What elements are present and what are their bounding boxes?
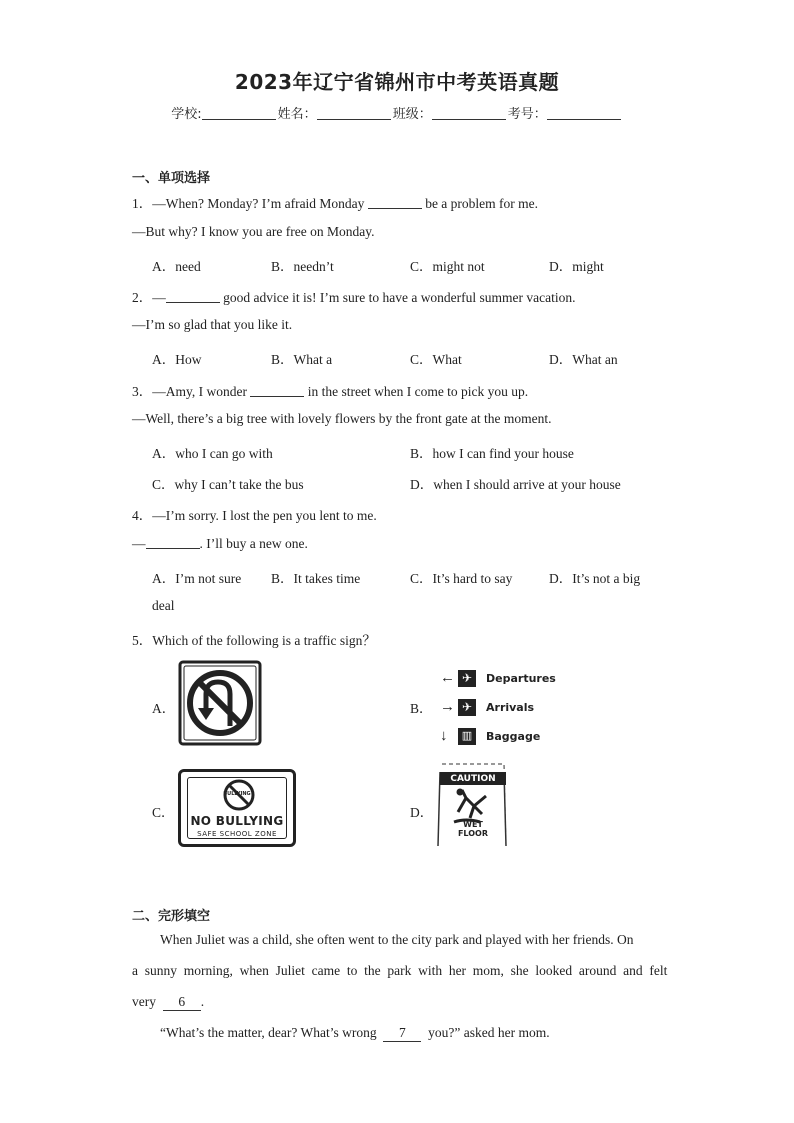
sign-wet-text: WET (463, 820, 483, 829)
option-b[interactable]: B．What a (271, 352, 333, 367)
sign-headline: NO BULLYING (190, 814, 284, 828)
question-2 (132, 286, 576, 306)
question-text: good advice it is! I’m sure to have a wonderful summer vacation. (223, 290, 576, 305)
option-a[interactable]: A．who I can go with (152, 446, 273, 461)
question-4 (132, 504, 377, 524)
section-heading-choice: 一、单项选择 (132, 171, 211, 186)
option-d[interactable]: D．What an (549, 352, 618, 367)
question-number: 1． (132, 196, 153, 211)
passage-text: . (200, 994, 205, 1009)
no-u-turn-sign-icon[interactable] (178, 660, 262, 746)
question-text: in the street when I come to pick you up. (307, 384, 529, 399)
school-label: 学校: (171, 107, 202, 122)
question-5 (132, 629, 376, 649)
arrow-down-icon: ↓ (440, 727, 448, 744)
question-text: Which of the following is a traffic sign？ (152, 633, 376, 648)
page-title: 2023年辽宁省锦州市中考英语真题 (234, 70, 560, 94)
section-heading-cloze: 二、完形填空 (132, 909, 211, 924)
question-text: . I’ll buy a new one. (199, 536, 308, 551)
student-info-line (0, 103, 794, 122)
question-2-reply: —I’m so glad that you like it. (132, 317, 293, 332)
sign-small-text: BULLYING (223, 791, 251, 797)
option-d-continued: deal (152, 598, 175, 613)
option-c[interactable]: C．might not (410, 259, 485, 274)
option-c[interactable]: C．why I can’t take the bus (152, 477, 304, 492)
sign-label: Departures (486, 671, 556, 685)
plane-arrival-icon: ✈ (458, 699, 476, 716)
passage-text: “What’s the matter, dear? What’s wrong (160, 1025, 377, 1040)
plane-departure-icon: ✈ (458, 670, 476, 687)
caution-wet-floor-sign[interactable] (436, 762, 510, 848)
no-bullying-sign[interactable] (178, 769, 296, 847)
answer-blank (146, 536, 200, 549)
question-text: — (132, 536, 146, 551)
sign-label: Arrivals (486, 700, 535, 714)
option-b[interactable]: B．It takes time (271, 571, 361, 586)
cloze-blank-7[interactable]: 7 (383, 1025, 421, 1042)
option-d[interactable]: D． (410, 805, 434, 820)
question-number: 3． (132, 384, 153, 399)
option-b[interactable]: B． (410, 701, 433, 716)
passage-line: When Juliet was a child, she often went to the city park and played with her friends. On (160, 932, 634, 947)
class-blank[interactable] (432, 106, 506, 120)
option-c[interactable]: C．What (410, 352, 462, 367)
answer-blank (250, 384, 304, 397)
sign-floor-text: FLOOR (457, 829, 489, 838)
option-a[interactable]: A．How (152, 352, 202, 367)
baggage-icon: ▥ (458, 728, 476, 745)
answer-blank (166, 290, 220, 303)
option-b[interactable]: B．how I can find your house (410, 446, 574, 461)
option-a[interactable]: A． (152, 701, 176, 716)
passage-text: you?” asked her mom. (428, 1025, 550, 1040)
option-c[interactable]: C．It’s hard to say (410, 571, 513, 586)
option-c[interactable]: C． (152, 805, 175, 820)
option-a[interactable]: A．need (152, 259, 201, 274)
question-text: be a problem for me. (425, 196, 539, 211)
question-1-reply: —But why? I know you are free on Monday. (132, 224, 375, 239)
passage-line (160, 1025, 550, 1042)
arrow-left-icon: ← (440, 669, 455, 686)
number-label: 考号： (507, 107, 547, 122)
baggage-row (440, 726, 556, 746)
class-label: 班级： (392, 107, 432, 122)
name-blank[interactable] (317, 106, 391, 120)
question-3 (132, 380, 528, 400)
passage-line (132, 994, 204, 1011)
option-d[interactable]: D．when I should arrive at your house (410, 477, 621, 492)
question-1 (132, 192, 538, 212)
name-label: 姓名： (277, 107, 317, 122)
sign-label: Baggage (486, 729, 541, 743)
departures-row (440, 668, 556, 688)
question-4-reply (132, 536, 308, 552)
passage-line: a sunny morning, when Juliet came to the park with her mom, she looked around and felt (132, 963, 668, 978)
sign-subtext: SAFE SCHOOL ZONE (197, 830, 277, 838)
airport-direction-sign[interactable] (440, 668, 556, 746)
arrivals-row (440, 697, 556, 717)
sign-caution-text: CAUTION (450, 774, 496, 784)
school-blank[interactable] (202, 106, 276, 120)
option-b[interactable]: B．needn’t (271, 259, 334, 274)
option-d[interactable]: D．It’s not a big (549, 571, 641, 586)
number-blank[interactable] (547, 106, 621, 120)
option-d[interactable]: D．might (549, 259, 604, 274)
arrow-right-icon: → (440, 698, 455, 715)
question-3-reply: —Well, there’s a big tree with lovely flowers by the front gate at the moment. (132, 411, 552, 426)
option-a[interactable]: A．I’m not sure (152, 571, 242, 586)
question-text: —I’m sorry. I lost the pen you lent to me. (152, 508, 377, 523)
question-text: — (152, 290, 166, 305)
answer-blank (368, 196, 422, 209)
question-text: —When? Monday? I’m afraid Monday (152, 196, 365, 211)
question-number: 5． (132, 633, 153, 648)
passage-text: very (132, 994, 156, 1009)
question-number: 4． (132, 508, 153, 523)
question-number: 2． (132, 290, 153, 305)
cloze-blank-6[interactable]: 6 (163, 994, 201, 1011)
question-text: —Amy, I wonder (152, 384, 247, 399)
